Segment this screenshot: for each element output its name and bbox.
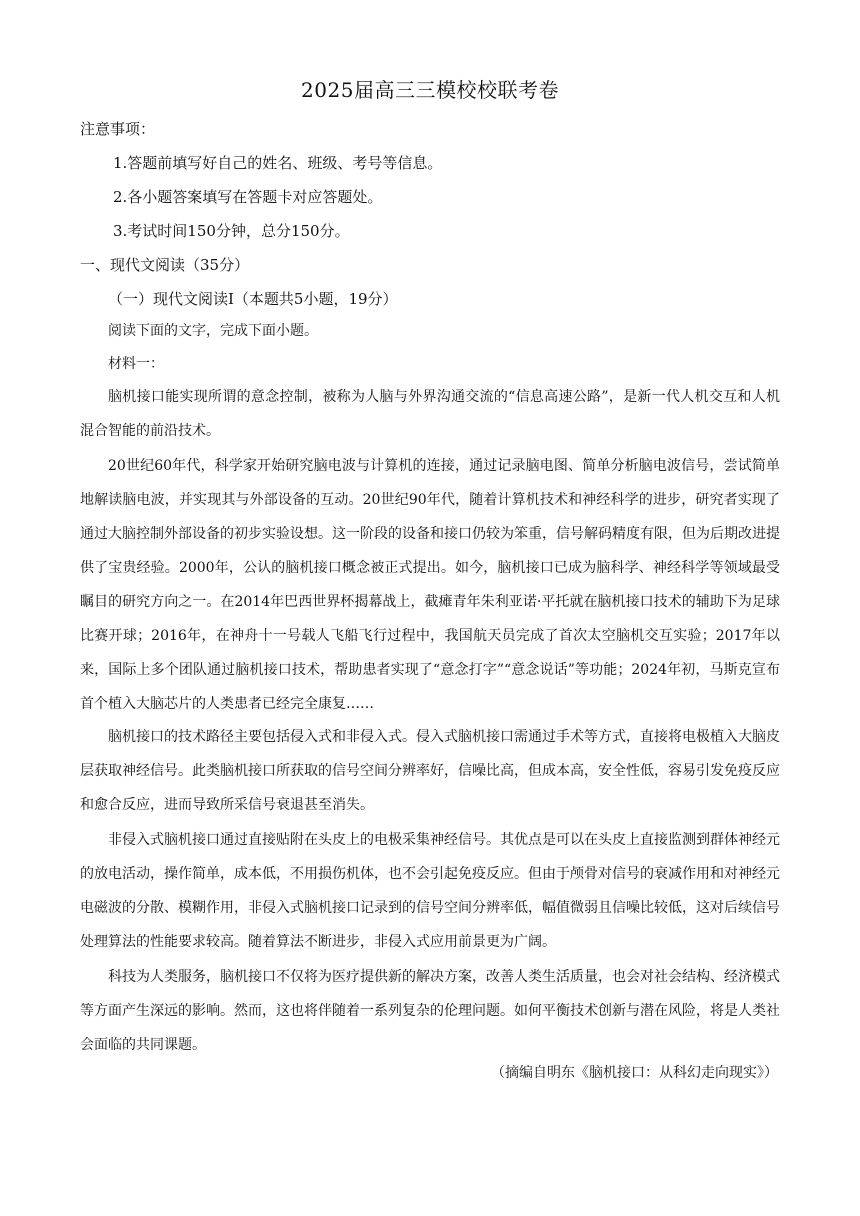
section-heading: 一、现代文阅读（35分） bbox=[80, 256, 250, 274]
passage-paragraph: 非侵入式脑机接口通过直接贴附在头皮上的电极采集神经信号。其优点是可以在头皮上直接监测到群体神经元的放电活动，操作简单，成本低，不用损伤机体，也不会引起免疫反应。但由于颅骨对信号的衰减作用和对神经元电磁波的分散、模糊作用，非侵入式脑机接口记录到的信号空间分辨率低，幅值微弱且信噪比较低，这对后续信号处理算法的性能要求较高。随着算法不断进步，非侵入式应用前景更为广阔。 bbox=[80, 832, 780, 950]
passage-paragraph: 脑机接口的技术路径主要包括侵入式和非侵入式。侵入式脑机接口需通过手术等方式，直接将电极植入大脑皮层获取神经信号。此类脑机接口所获取的信号空间分辨率好，信噪比高，但成本高，安全性低，容易引发免疫反应和愈合反应，进而导致所采信号衰退甚至消失。 bbox=[80, 729, 780, 813]
notice-item: 2.各小题答案填写在答题卡对应答题处。 bbox=[113, 188, 383, 206]
reading-instruction: 阅读下面的文字，完成下面小题。 bbox=[108, 323, 318, 339]
passage-paragraph: 20世纪60年代，科学家开始研究脑电波与计算机的连接，通过记录脑电图、简单分析脑电波信号，尝试简单地解读脑电波，并实现其与外部设备的互动。20世纪90年代，随着计算机技术和神经科学的进步，研究者实现了通过大脑控制外部设备的初步实验设想。这一阶段的设备和接口仍较为笨重，信号解码精度有限，但为后期改进提供了宝贵经验。2000年，公认的脑机接口概念被正式提出。如今，脑机接口已成为脑科学、神经科学等领域最受瞩目的研究方向之一。在2014年巴西世界杯揭幕战上，截瘫青年朱利亚诺·平托就在脑机接口技术的辅助下为足球比赛开球；2016年，在神舟十一号载人飞船飞行过程中，我国航天员完成了首次太空脑机交互实验；2017年以来，国际上多个团队通过脑机接口技术，帮助患者实现了“意念打字”“意念说话”等功能；2024年初，马斯克宣布首个植入大脑芯片的人类患者已经完全康复…… bbox=[80, 458, 780, 712]
notice-item: 1.答题前填写好自己的姓名、班级、考号等信息。 bbox=[113, 154, 443, 172]
source-citation: （摘编自明东《脑机接口：从科幻走向现实》） bbox=[491, 1065, 778, 1081]
exam-title: 2025届高三三模校校联考卷 bbox=[301, 78, 559, 102]
passage-paragraph: 科技为人类服务，脑机接口不仅将为医疗提供新的解决方案，改善人类生活质量，也会对社会结构、经济模式等方面产生深远的影响。然而，这也将伴随着一系列复杂的伦理问题。如何平衡技术创新与潜在风险，将是人类社会面临的共同课题。 bbox=[80, 969, 780, 1053]
subsection-heading: （一）现代文阅读Ⅰ（本题共5小题，19分） bbox=[108, 290, 398, 308]
notice-item: 3.考试时间150分钟，总分150分。 bbox=[113, 222, 350, 240]
notice-heading: 注意事项： bbox=[80, 120, 156, 138]
material-label: 材料一： bbox=[108, 356, 164, 372]
passage-paragraph: 脑机接口能实现所谓的意念控制，被称为人脑与外界沟通交流的“信息高速公路”，是新一代人机交互和人机混合智能的前沿技术。 bbox=[80, 389, 780, 439]
